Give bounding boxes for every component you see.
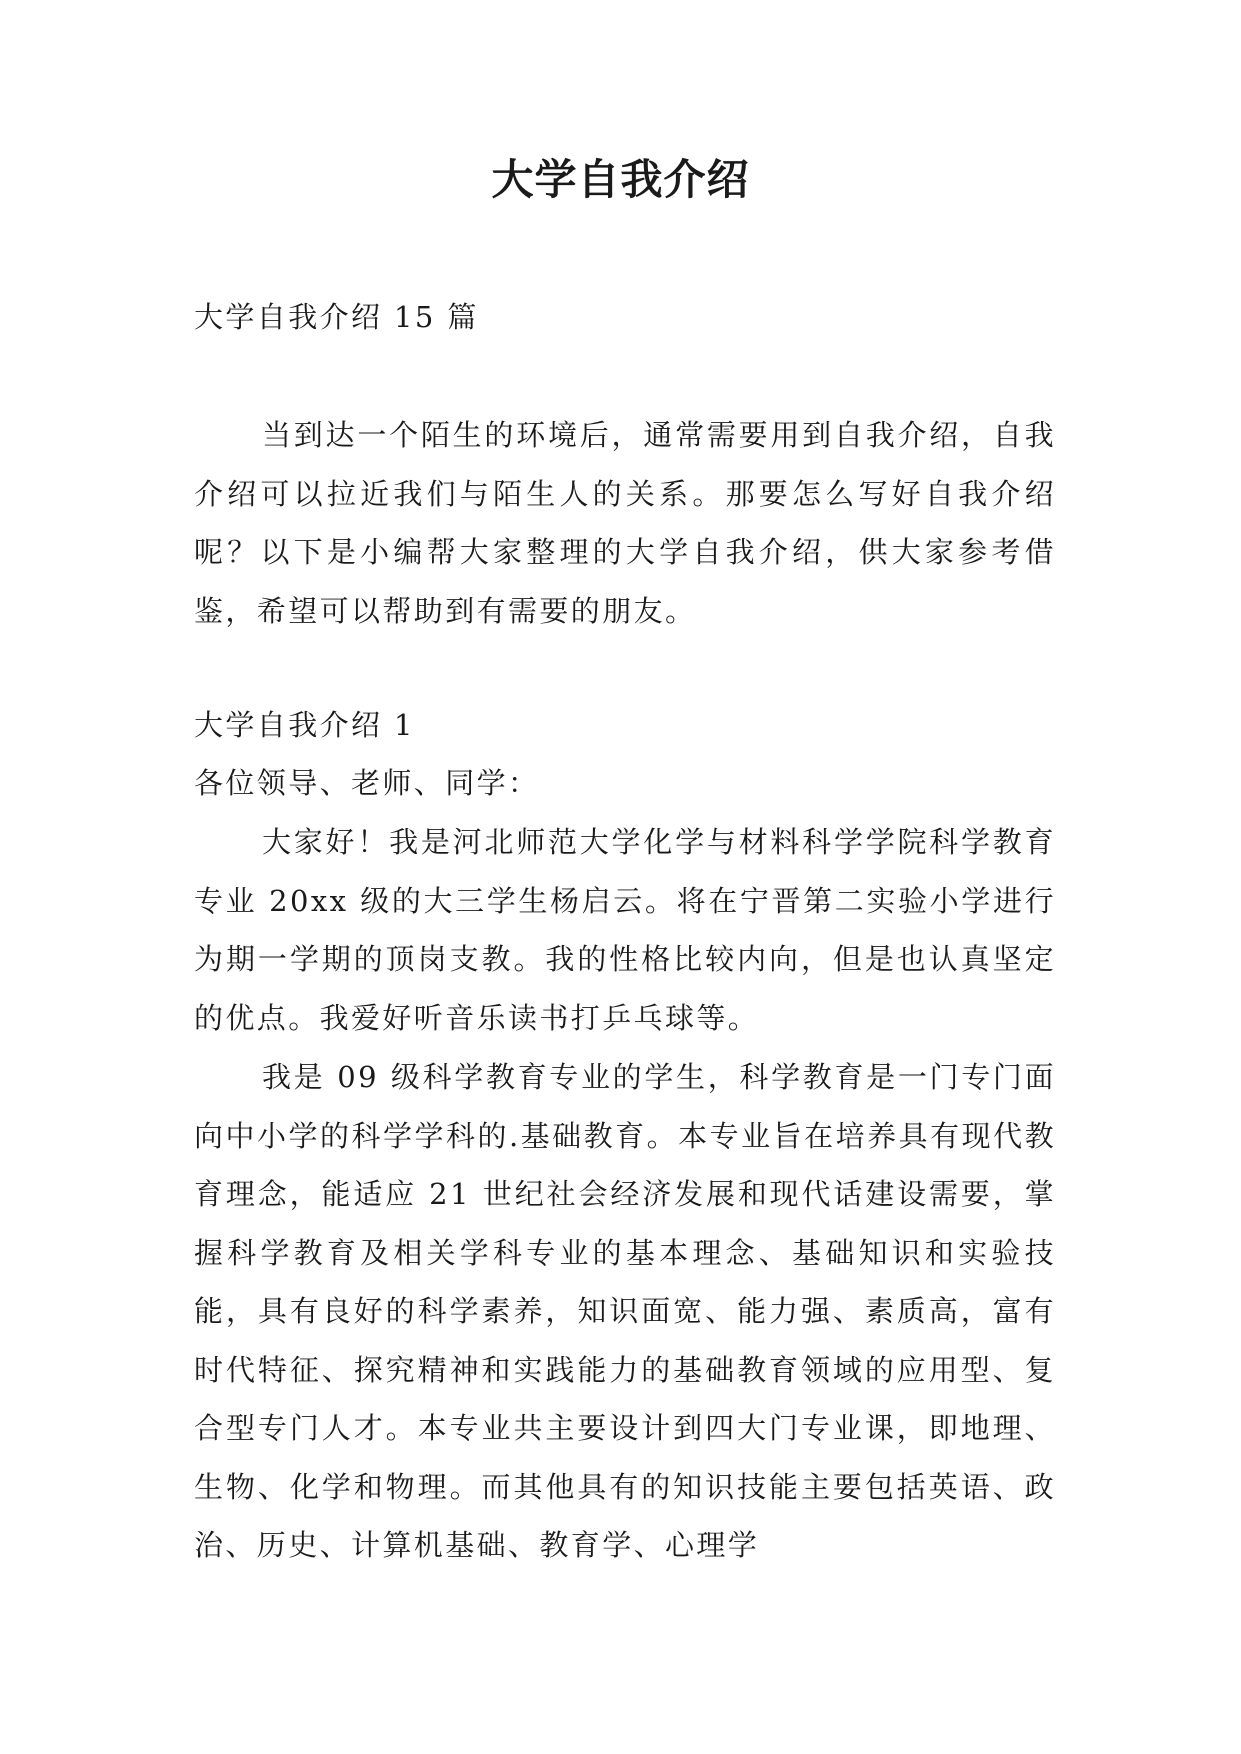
body-paragraph-2: 我是 09 级科学教育专业的学生，科学教育是一门专门面向中小学的科学学科的.基础教育。本专业旨在培养具有现代教育理念，能适应 21 世纪社会经济发展和现代话建设需要，掌握科学教育及相关学科专业的基本理念、基础知识和实验技能，具有良好的科学素养，知识面宽、能力强、素质高，富有时代特征、探究精神和实践能力的基础教育领域的应用型、复合型专门人才。本专业共主要设计到四大门专业课，即地理、生物、化学和物理。而其他具有的知识技能主要包括英语、政治、历史、计算机基础、教育学、心理学 (194, 1060, 1056, 1562)
section-heading: 大学自我介绍 1 (194, 708, 415, 742)
greeting-line: 各位领导、老师、同学： (194, 766, 540, 800)
body-paragraph-1: 大家好！我是河北师范大学化学与材料科学学院科学教育专业 20xx 级的大三学生杨启云。将在宁晋第二实验小学进行为期一学期的顶岗支教。我的性格比较内向，但是也认真坚定的优点。我爱好听音乐读书打乒乓球等。 (194, 825, 1056, 1035)
document-subtitle: 大学自我介绍 15 篇 (194, 300, 479, 334)
document-title: 大学自我介绍 (491, 155, 750, 204)
intro-paragraph: 当到达一个陌生的环境后，通常需要用到自我介绍，自我介绍可以拉近我们与陌生人的关系。那要怎么写好自我介绍呢？以下是小编帮大家整理的大学自我介绍，供大家参考借鉴，希望可以帮助到有需要的朋友。 (194, 418, 1056, 628)
